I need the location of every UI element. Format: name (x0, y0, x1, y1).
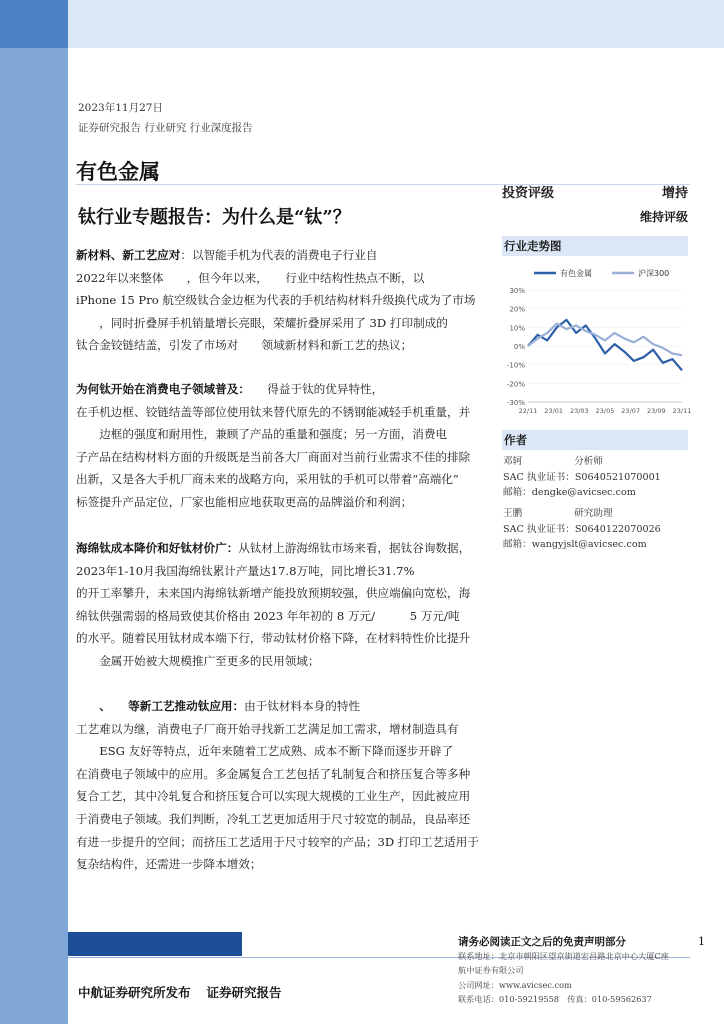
body-line: 从钛材上游海绵钛市场来看，据钛谷询数据， (238, 541, 471, 555)
publisher-name: 中航证券研究所发布 (78, 985, 191, 1000)
author-email[interactable]: 邮箱：dengke@avicsec.com (503, 487, 636, 498)
page-number: 1 (698, 935, 705, 948)
left-decor-bar (0, 0, 68, 1024)
rating-value: 增持 (661, 186, 688, 201)
body-line: 钛合金铰链结盖，引发了市场对 领域新材料和新工艺的热议； (76, 338, 413, 353)
top-accent-block (0, 0, 68, 48)
body-line: 复合工艺，其中冷轧复合和挤压复合可以实现大规模的工业生产，因此被应用 (76, 789, 471, 804)
legend-label: 沪深300 (638, 269, 670, 278)
body-line: 边框的强度和耐用性，兼顾了产品的重量和强度；另一方面，消费电 (76, 427, 448, 442)
body-section-4 (76, 695, 490, 876)
section-lead: 新材料、新工艺应对 (76, 248, 181, 262)
body-line: 有进一步提升的空间；而挤压工艺适用于尺寸较窄的产品；3D 打印工艺适用于 (76, 834, 479, 849)
title-divider (76, 184, 690, 185)
body-line: ，同时折叠屏手机销量增长亮眼，荣耀折叠屏采用了 3D 打印制成的 (76, 315, 448, 330)
author-card-1 (503, 454, 689, 501)
footer-phone: 联系电话：010-59219558 传真：010-59562637 (458, 994, 652, 1004)
y-tick-label: 30% (509, 287, 525, 295)
body-section-1 (76, 244, 490, 357)
body-line: 绵钛供强需弱的格局致使其价格由 2023 年年初的 8 万元/ 5 万元/吨 (76, 608, 460, 623)
author-sac: SAC 执业证书：S0640122070026 (503, 523, 661, 535)
industry-name: 有色金属 (76, 159, 160, 184)
body-line: 2022年以来整体 ，但今年以来， 行业中结构性热点不断，以 (76, 270, 425, 285)
x-tick-label: 22/11 (518, 407, 538, 415)
body-line: 复杂结构件，还需进一步降本增效； (76, 857, 262, 872)
rating-label: 投资评级 (502, 186, 555, 201)
footer-website[interactable]: 公司网址：www.avicsec.com (458, 980, 572, 990)
section-lead: 为何钛开始在消费电子领域普及： (76, 382, 245, 396)
footer-publisher (78, 983, 298, 1001)
y-tick-label: -10% (506, 361, 525, 370)
author-card-2 (503, 506, 689, 553)
report-path: 证券研究报告 行业研究 行业深度报告 (78, 122, 253, 134)
x-tick-label: 23/05 (595, 407, 615, 415)
page-title: 钛行业专题报告：为什么是“钛”？ (78, 207, 351, 228)
y-tick-label: 20% (509, 305, 525, 314)
author-email[interactable]: 邮箱：wangyjslt@avicsec.com (503, 539, 647, 550)
top-decor-bar (68, 0, 724, 48)
disclaimer-notice[interactable]: 请务必阅读正文之后的免责声明部分 (458, 936, 626, 948)
author-sac: SAC 执业证书：S0640521070001 (503, 471, 661, 483)
body-line: 在消费电子领域中的应用。多金属复合工艺包括了轧制复合和挤压复合等多种 (76, 766, 471, 781)
rating-sub: 维持评级 (639, 210, 688, 224)
x-tick-label: 23/11 (672, 407, 692, 415)
x-tick-label: 23/09 (646, 407, 666, 415)
legend-label: 有色金属 (560, 269, 592, 278)
author-role: 分析师 (574, 456, 603, 467)
x-tick-label: 23/01 (544, 407, 564, 415)
trend-chart-header: 行业走势图 (502, 236, 688, 256)
series-line-2 (528, 324, 682, 356)
body-line: ：以智能手机为代表的消费电子行业自 (180, 248, 378, 262)
author-name: 邓轲 (503, 456, 523, 467)
footer-brand-bar (68, 932, 242, 956)
y-tick-label: -30% (506, 399, 525, 407)
authors-header: 作者 (502, 430, 688, 450)
body-section-3 (76, 537, 490, 673)
body-line: 由于钛材料本身的特性 (244, 699, 361, 713)
body-section-2 (76, 378, 490, 514)
x-tick-label: 23/03 (569, 407, 589, 415)
section-lead: 、 等新工艺推动钛应用： (76, 699, 245, 713)
y-tick-label: -20% (506, 380, 525, 389)
industry-trend-chart (502, 262, 692, 422)
body-line: 出新，又是各大手机厂商未来的战略方向，采用钛的手机可以带着“高端化” (76, 472, 459, 487)
body-line: 工艺难以为继，消费电子厂商开始寻找新工艺满足加工需求，增材制造具有 (76, 721, 459, 736)
section-lead: 海绵钛成本降价和好钛材价广： (76, 541, 239, 555)
y-tick-label: 10% (509, 324, 525, 333)
x-tick-label: 23/07 (621, 407, 641, 415)
body-line: 的水平。随着民用钛材成本端下行，带动钛材价格下降，在材料特性价比提升 (76, 631, 471, 646)
footer-address: 联系地址：北京市朝阳区望京街道宏昌路北京中心大厦C座 (458, 951, 669, 961)
body-line: 金属开始被大规模推广至更多的民用领域； (76, 653, 320, 668)
body-line: 子产品在结构材料方面的升级既是当前各大厂商面对当前行业需求不佳的排除 (76, 449, 471, 464)
body-line: 的开工率攀升，未来国内海绵钛新增产能投放预期较强，供应端偏向宽松，海 (76, 586, 471, 601)
author-role: 研究助理 (574, 508, 613, 519)
body-line: ESG 友好等特点，近年来随着工艺成熟、成本不断下降而逐步开辟了 (76, 744, 454, 759)
footer-company: 航中证券有限公司 (458, 965, 524, 975)
body-line: 2023年1-10月我国海绵钛累计产量达17.8万吨，同比增长31.7% (76, 563, 415, 578)
report-type: 证券研究报告 (206, 985, 282, 1000)
body-line: 得益于钛的优异特性， (244, 382, 384, 396)
report-date: 2023年11月27日 (78, 102, 163, 114)
body-line: 在手机边框、铰链结盖等部位使用钛来替代原先的不锈钢能减轻手机重量，并 (76, 404, 471, 419)
body-line: 于消费电子领域。我们判断，冷轧工艺更加适用于尺寸较宽的制品，良品率还 (76, 811, 471, 826)
y-tick-label: 0% (513, 343, 525, 351)
author-name: 王鹏 (503, 508, 523, 519)
body-line: 标签提升产品定位，厂家也能相应地获取更高的品牌溢价和利润； (76, 494, 413, 509)
body-line: iPhone 15 Pro 航空级钛合金边框为代表的手机结构材料升级换代成为了市场 (76, 293, 476, 308)
